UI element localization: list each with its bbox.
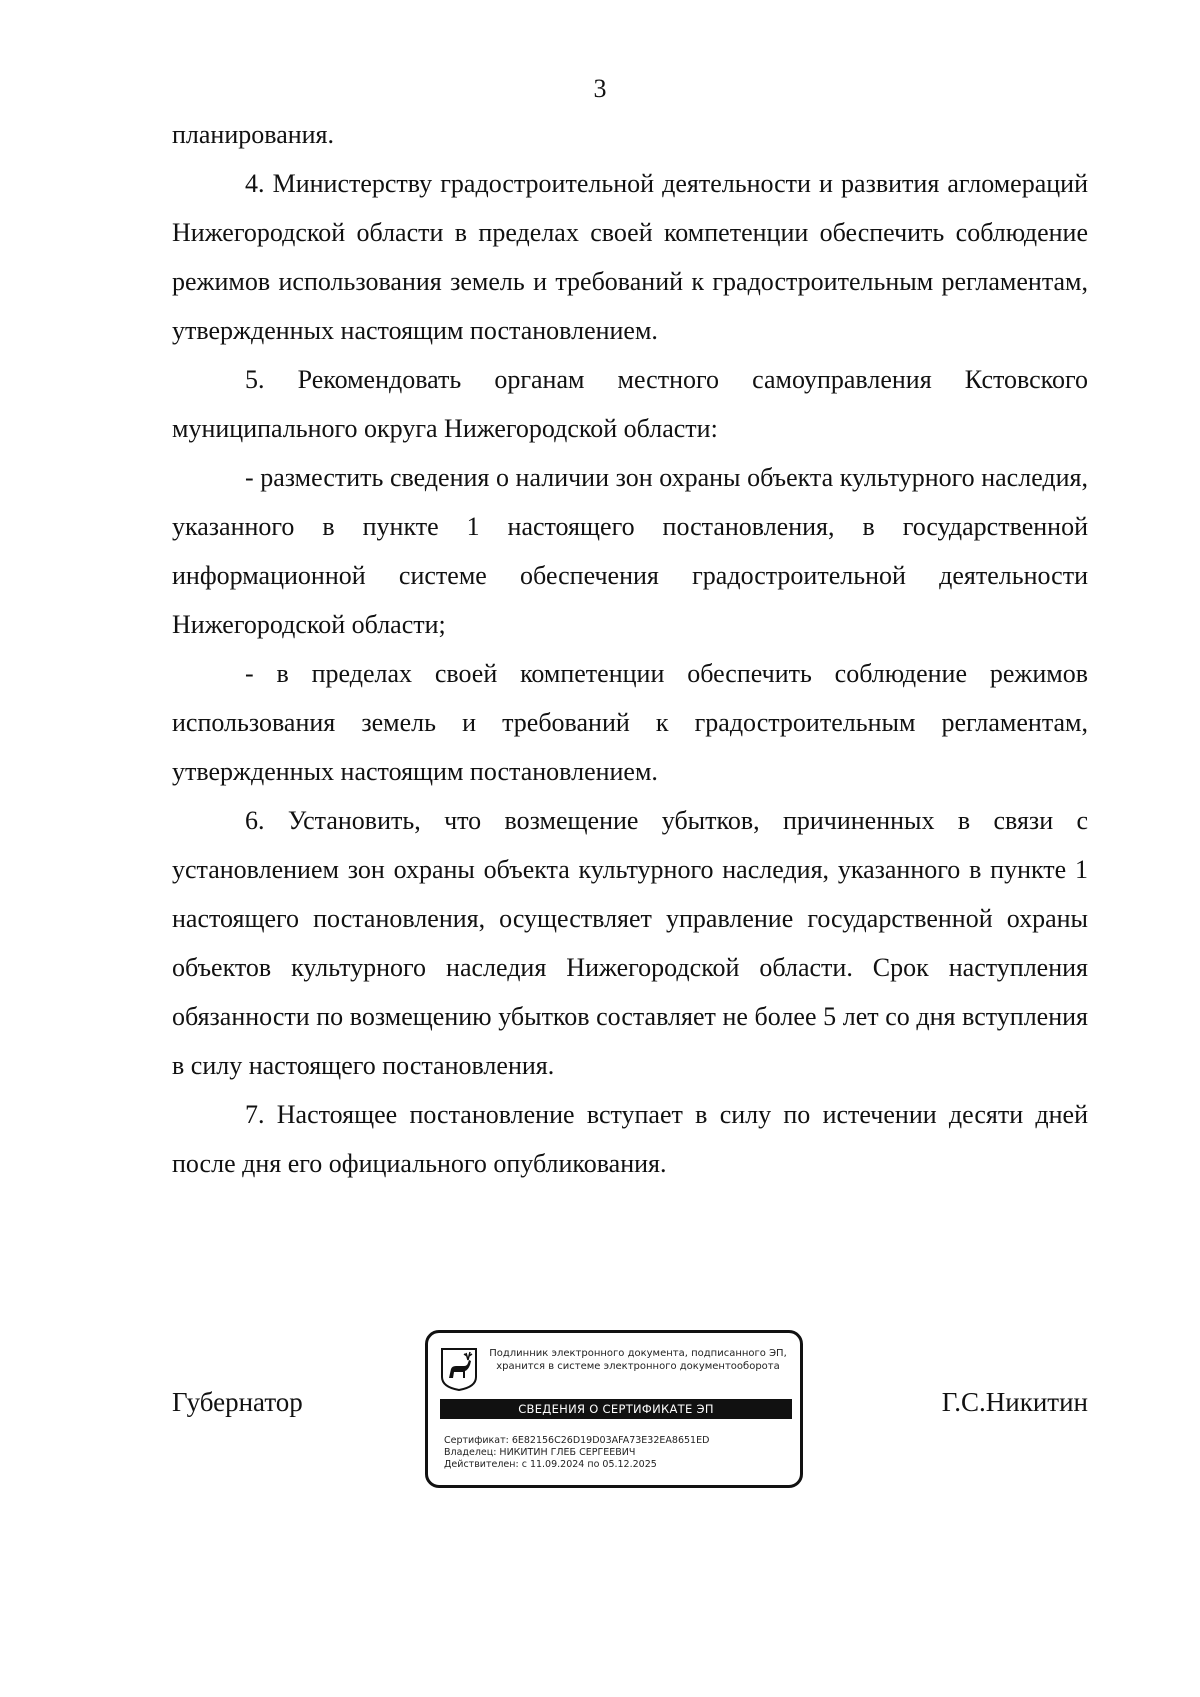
paragraph-item-4: 4. Министерству градостроительной деятельности и развития агломераций Нижегородской области в пределах своей компетенции обеспечить соблюдение режимов использования земель и требований к градостроительным регламентам, утвержденных настоящим постановлением. (172, 169, 1088, 345)
certificate-info-bar: СВЕДЕНИЯ О СЕРТИФИКАТЕ ЭП (440, 1399, 792, 1419)
deer-coat-of-arms-icon (440, 1347, 478, 1391)
certificate-details (444, 1435, 709, 1471)
document-body (172, 110, 1088, 1188)
page-number: 3 (593, 74, 607, 103)
paragraph-continuation: планирования. (172, 120, 335, 149)
paragraph-item-5-bullet-1: - разместить сведения о наличии зон охраны объекта культурного наследия, указанного в пункте 1 настоящего постановления, в государственной информационной системе обеспечения градостроительной деятельности Нижегородской области; (172, 463, 1088, 639)
signatory-name: Г.С.Никитин (941, 1387, 1088, 1417)
paragraph-item-6: 6. Установить, что возмещение убытков, причиненных в связи с установлением зон охраны объекта культурного наследия, указанного в пункте 1 настоящего постановления, осуществляет управление государственной охраны объектов культурного наследия Нижегородской области. Срок наступления обязанности по возмещению убытков составляет не более 5 лет со дня вступления в силу настоящего постановления. (172, 806, 1088, 1080)
paragraph-item-5-bullet-2: - в пределах своей компетенции обеспечить соблюдение режимов использования земель и требований к градостроительным регламентам, утвержденных настоящим постановлением. (172, 659, 1088, 786)
signature-title: Губернатор (172, 1387, 303, 1417)
electronic-signature-stamp (425, 1330, 803, 1488)
stamp-header (480, 1347, 796, 1373)
stamp-header-line: Подлинник электронного документа, подписанного ЭП, (489, 1348, 787, 1359)
stamp-header-line: хранится в системе электронного документооборота (496, 1361, 780, 1372)
certificate-owner: Владелец: НИКИТИН ГЛЕБ СЕРГЕЕВИЧ (444, 1447, 636, 1458)
certificate-number: Сертификат: 6E82156C26D19D03AFA73E32EA8651ED (444, 1435, 710, 1446)
paragraph-item-5: 5. Рекомендовать органам местного самоуправления Кстовского муниципального округа Нижегородской области: (172, 365, 1088, 443)
certificate-validity: Действителен: с 11.09.2024 по 05.12.2025 (444, 1459, 657, 1470)
paragraph-item-7: 7. Настоящее постановление вступает в силу по истечении десяти дней после дня его официального опубликования. (172, 1100, 1088, 1178)
